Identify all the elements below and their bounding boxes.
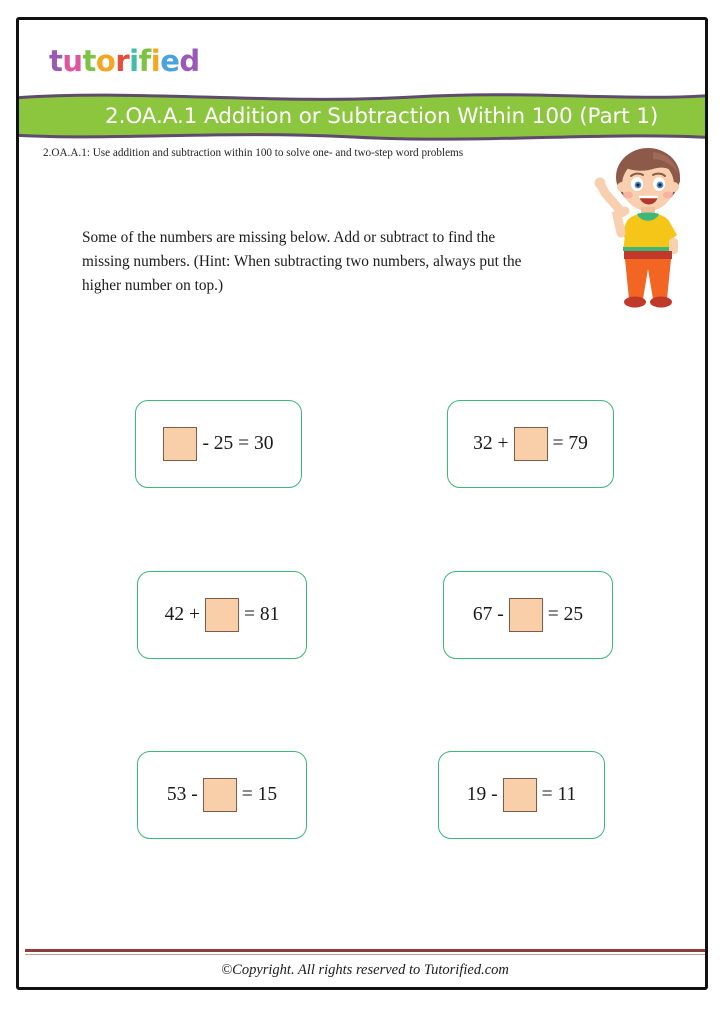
logo-letter-9: d xyxy=(179,44,200,78)
answer-blank-square[interactable] xyxy=(509,598,543,632)
logo-letter-8: e xyxy=(160,44,180,78)
answer-blank-square[interactable] xyxy=(205,598,239,632)
problem-box[interactable] xyxy=(137,751,307,839)
problem-row-3 xyxy=(19,751,708,839)
equation-text: = 81 xyxy=(244,604,280,625)
cartoon-boy-icon xyxy=(591,143,699,309)
equation-text: 42 + xyxy=(164,604,200,625)
problem-row-1 xyxy=(19,400,708,488)
logo-letter-7: i xyxy=(150,44,161,78)
logo-letter-0: t xyxy=(49,44,63,78)
problem-box[interactable] xyxy=(137,571,307,659)
logo-letter-3: o xyxy=(95,44,116,78)
logo-letter-5: i xyxy=(129,44,139,78)
problem-box[interactable] xyxy=(438,751,605,839)
tutorified-logo xyxy=(49,44,200,78)
title-banner xyxy=(16,88,708,144)
problem-equation xyxy=(473,427,588,461)
page-border-frame xyxy=(16,17,708,990)
problem-row-2 xyxy=(19,571,708,659)
copyright-text: ©Copyright. All rights reserved to Tutorified.com xyxy=(221,962,509,978)
logo-letter-2: t xyxy=(82,44,96,78)
answer-blank-square[interactable] xyxy=(203,778,237,812)
logo-letter-6: f xyxy=(138,44,151,78)
problem-equation xyxy=(167,778,277,812)
problem-equation xyxy=(165,598,280,632)
logo-letter-1: u xyxy=(62,44,83,78)
equation-text: 67 - xyxy=(472,604,504,625)
footer-divider xyxy=(25,949,705,952)
equation-text: = 11 xyxy=(541,784,577,805)
answer-blank-square[interactable] xyxy=(163,427,197,461)
problem-equation xyxy=(473,598,583,632)
problem-equation xyxy=(163,427,273,461)
problem-box[interactable] xyxy=(447,400,614,488)
answer-blank-square[interactable] xyxy=(514,427,548,461)
problem-box[interactable] xyxy=(135,400,302,488)
problem-box[interactable] xyxy=(443,571,613,659)
instructions-text: Some of the numbers are missing below. Add or subtract to find the missing numbers. (Hint: When subtracting two numbers, always put the higher number on top.) xyxy=(82,229,522,294)
equation-text: 32 + xyxy=(473,433,509,454)
banner-title-text: 2.OA.A.1 Addition or Subtraction Within 100 (Part 1) xyxy=(105,103,659,129)
equation-text: 53 - xyxy=(166,784,198,805)
equation-text: = 15 xyxy=(241,784,278,805)
equation-text: - 25 = 30 xyxy=(202,433,274,454)
equation-text: = 25 xyxy=(547,604,584,625)
problem-grid xyxy=(19,385,708,855)
equation-text: = 79 xyxy=(552,433,588,454)
problem-equation xyxy=(467,778,577,812)
equation-text: 19 - xyxy=(466,784,498,805)
standard-description: 2.OA.A.1: Use addition and subtraction within 100 to solve one- and two-step word problems xyxy=(43,147,464,159)
logo-letter-4: r xyxy=(115,44,130,78)
answer-blank-square[interactable] xyxy=(503,778,537,812)
footer-divider-light xyxy=(25,954,705,955)
